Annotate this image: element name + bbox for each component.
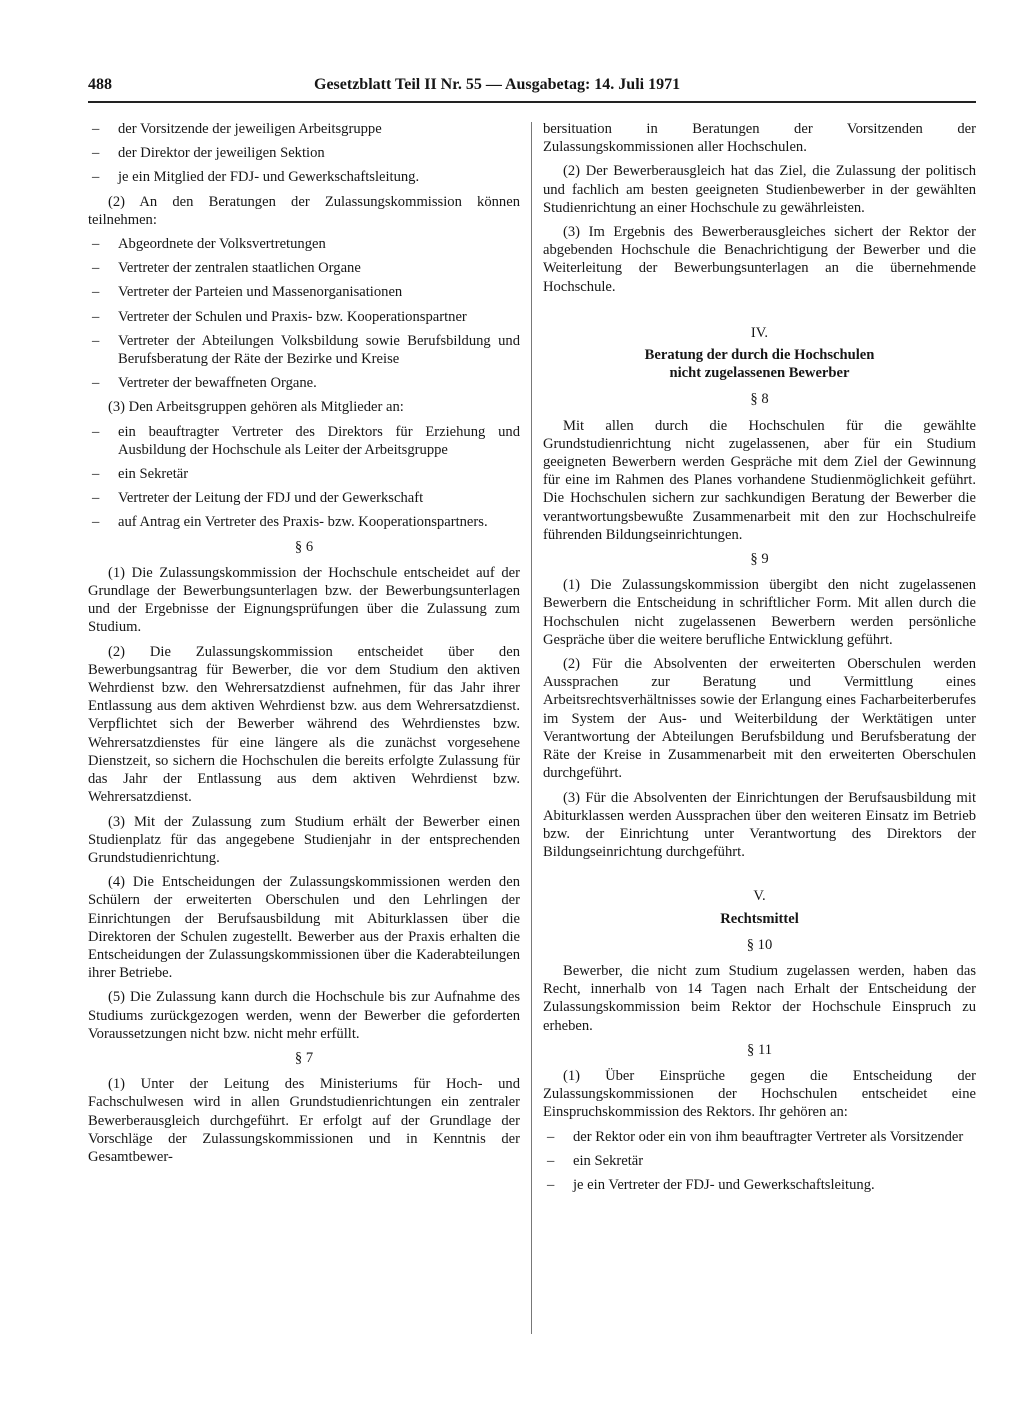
part-title: Rechtsmittel: [720, 910, 799, 927]
paragraph: Mit allen durch die Hochschulen für die gewählte Grundstudienrichtung nicht zugelassenen, aber für ein Studium geeigneten Bewerbern werden Gespräche mit dem Ziel der Gewinnung für eine im Rahmen des Planes vorhandene Studienmöglichkeit geführt. Die Hochschulen sichern zur sachkundigen Beratung der Bewerber die verantwortungsbewußte Zusammenarbeit mit den zur Hochschulreife führenden Bildungseinrichtungen.: [543, 417, 976, 543]
paragraph: (2) Der Bewerberausgleich hat das Ziel, die Zulassung der politisch und fachlich am besten geeigneten Studienbewerber in der gewählten Studienrichtung an einer Hochschule zu gewährleisten.: [543, 163, 976, 216]
list-item: – Abgeordnete der Volksvertretungen: [92, 236, 326, 253]
list-item-text: Vertreter der Parteien und Massenorganisationen: [118, 284, 403, 301]
list-item-text: Vertreter der Leitung der FDJ und der Gewerkschaft: [118, 490, 424, 507]
list-item: – ein beauftragter Vertreter des Direktors für Erziehung und Ausbildung der Hochschule als Leiter der Arbeitsgruppe: [92, 423, 520, 458]
list-item: – Vertreter der Abteilungen Volksbildung sowie Berufsbildung und Berufsberatung der Räte der Bezirke und Kreise: [92, 332, 520, 368]
header-rule: [88, 101, 976, 103]
part-numeral: IV.: [750, 324, 769, 341]
list-item-text: je ein Mitglied der FDJ- und Gewerkschaftsleitung.: [118, 169, 420, 186]
page-header: [88, 76, 976, 98]
list-item: – je ein Vertreter der FDJ- und Gewerkschaftsleitung.: [547, 1176, 875, 1193]
section-heading: § 10: [746, 936, 773, 953]
paragraph: Bewerber, die nicht zum Studium zugelassen werden, haben das Recht, innerhalb von 14 Tagen nach Erhalt der Entscheidung der Zulassungskommission beim Rektor der Hochschule Einspruch zu erheben.: [543, 962, 976, 1034]
list-item: – der Direktor der jeweiligen Sektion: [92, 145, 325, 162]
paragraph: (1) Über Einsprüche gegen die Entscheidung der Zulassungskommissionen der Hochschulen entscheidet eine Einspruchskommission des Rektors. Ihr gehören an:: [543, 1067, 976, 1121]
list-item: – ein Sekretär: [92, 466, 189, 483]
paragraph: (3) Im Ergebnis des Bewerberausgleiches sichert der Rektor der abgebenden Hochschule die Benachrichtigung der Bewerber und die Weiterleitung der Bewerbungsunterlagen an die übernehmende Hochschule.: [543, 224, 976, 295]
section-heading: § 6: [294, 538, 314, 555]
section-heading: § 11: [747, 1041, 772, 1058]
paragraph: (5) Die Zulassung kann durch die Hochschule bis zur Aufnahme des Studiums zurückgezogen werden, wenn der Bewerber die geforderten Voraussetzungen nicht bzw. nicht mehr erfüllt.: [88, 989, 520, 1042]
paragraph: (4) Die Entscheidungen der Zulassungskommissionen werden den Schülern der erweiterten Oberschulen und den Lehrlingen der Einrichtungen der Berufsausbildung mit Abiturklassen über die Direktoren der Schulen zugestellt. Bewerber aus der Praxis erhalten die Entscheidungen der Zulassungskommissionen über die Kaderabteilungen ihrer Betriebe.: [88, 874, 520, 982]
list-item: – auf Antrag ein Vertreter des Praxis- bzw. Kooperationspartners.: [92, 514, 488, 531]
right-column: [543, 120, 976, 1200]
list-item: – ein Sekretär: [547, 1152, 644, 1169]
page-number: 488: [88, 76, 112, 93]
list-item: – Vertreter der Leitung der FDJ und der Gewerkschaft: [92, 490, 424, 507]
list-item-text: Abgeordnete der Volksvertretungen: [118, 236, 326, 253]
paragraph: (3) Für die Absolventen der Einrichtungen der Berufsausbildung mit Abiturklassen werden Aussprachen über den weiteren Einsatz im Betrieb bzw. der Einrichtung unter Verantwortung des Direktors der Bildungseinrichtung durchgeführt.: [543, 789, 976, 861]
paragraph: (2) Die Zulassungskommission entscheidet über den Bewerbungsantrag für Bewerber, die vor dem Studium den aktiven Wehrdienst bzw. den Wehrersatzdienst aufnehmen, für das Jahr ihrer Entlassung aus dem aktiven Wehrdienst bzw. aus dem Wehrersatzdienst. Verpflichtet sich der Bewerber während des Wehrdienstes bzw. Wehrersatzdienstes für eine längere als die zunächst vorgesehene Dienstzeit, so sichern die Hochschulen die bereits erfolgte Zulassung für das Jahr der Entlassung aus dem aktiven Wehrdienst bzw. Wehrersatzdienst.: [88, 643, 520, 806]
list-item-text: Vertreter der Schulen und Praxis- bzw. Kooperationspartner: [118, 308, 467, 325]
list-item-text: Vertreter der zentralen staatlichen Organe: [118, 260, 361, 277]
list-item: – Vertreter der Parteien und Massenorganisationen: [92, 284, 403, 301]
list-item: – der Vorsitzende der jeweiligen Arbeitsgruppe: [92, 121, 382, 137]
section-heading: § 8: [750, 391, 769, 408]
list-item: – je ein Mitglied der FDJ- und Gewerkschaftsleitung.: [92, 169, 420, 186]
gazette-title: Gesetzblatt Teil II Nr. 55 — Ausgabetag: 14. Juli 1971: [314, 76, 681, 93]
list-item-text: ein Sekretär: [573, 1152, 644, 1169]
column-divider: [531, 122, 532, 1334]
list-item: – der Rektor oder ein von ihm beauftragter Vertreter als Vorsitzender: [547, 1128, 964, 1145]
list-item: – Vertreter der Schulen und Praxis- bzw. Kooperationspartner: [92, 308, 467, 325]
list-item-text: ein Sekretär: [118, 466, 189, 483]
paragraph: (3) Den Arbeitsgruppen gehören als Mitglieder an:: [108, 399, 404, 416]
paragraph: (1) Die Zulassungskommission der Hochschule entscheidet auf der Grundlage der Bewerbungsunterlagen bzw. der Bewerbungsunterlagen und der Ergebnisse der Eignungsprüfungen über die Zulassung zum Studium.: [88, 564, 520, 636]
paragraph: (1) Unter der Leitung des Ministeriums für Hoch- und Fachschulwesen wird in allen Grundstudienrichtungen ein zentraler Bewerberausgleich durchgeführt. Er erfolgt auf der Grundlage der Vorschläge der Zulassungskommissionen und in Kenntnis der Gesamtbewer-: [88, 1076, 520, 1165]
paragraph: (1) Die Zulassungskommission übergibt den nicht zugelassenen Bewerbern die Entscheidung in schriftlicher Form. Mit allen durch die Hochschulen nicht zugelassenen Bewerbern werden persönliche Gespräche über die weitere berufliche Entwicklung geführt.: [543, 577, 976, 648]
part-title: Beratung der durch die Hochschulen: [644, 347, 875, 364]
list-item: – Vertreter der bewaffneten Organe.: [92, 375, 317, 392]
part-numeral: V.: [753, 888, 766, 905]
list-item-text: Vertreter der Abteilungen Volksbildung sowie Berufsbildung und Berufsberatung der Räte der Bezirke und Kreise: [118, 332, 520, 368]
list-item-text: der Direktor der jeweiligen Sektion: [118, 145, 325, 162]
section-heading: § 7: [294, 1049, 314, 1066]
paragraph: (2) An den Beratungen der Zulassungskommission können teilnehmen:: [88, 193, 520, 228]
left-column: [88, 120, 520, 1172]
list-item-text: der Rektor oder ein von ihm beauftragter Vertreter als Vorsitzender: [573, 1128, 964, 1145]
list-item-text: ein beauftragter Vertreter des Direktors für Erziehung und Ausbildung der Hochschule als Leiter der Arbeitsgruppe: [118, 423, 520, 458]
list-item-text: je ein Vertreter der FDJ- und Gewerkschaftsleitung.: [573, 1176, 875, 1193]
paragraph: (3) Mit der Zulassung zum Studium erhält der Bewerber einen Studienplatz für das angegebene Studienjahr in der entsprechenden Grundstudienrichtung.: [88, 813, 520, 866]
list-item: – Vertreter der zentralen staatlichen Organe: [92, 260, 361, 277]
paragraph: bersituation in Beratungen der Vorsitzenden der Zulassungskommissionen aller Hochschulen.: [543, 121, 976, 156]
section-heading: § 9: [750, 551, 769, 568]
list-item-text: auf Antrag ein Vertreter des Praxis- bzw. Kooperationspartners.: [118, 514, 488, 531]
paragraph: (2) Für die Absolventen der erweiterten Oberschulen werden Aussprachen zur Beratung und Vermittlung eines Arbeitsrechtsverhältnisses sowie der Erlangung eines Facharbeiterberufes im System der Aus- und Weiterbildung der Werktätigen unter Verantwortung der Abteilungen Berufsbildung und Berufsberatung der Räte der Kreise in Zusammenarbeit mit den erweiterten Oberschulen durchgeführt.: [543, 656, 976, 782]
part-title: nicht zugelassenen Bewerber: [669, 365, 850, 382]
list-item-text: der Vorsitzende der jeweiligen Arbeitsgruppe: [118, 121, 382, 137]
list-item-text: Vertreter der bewaffneten Organe.: [118, 375, 317, 392]
